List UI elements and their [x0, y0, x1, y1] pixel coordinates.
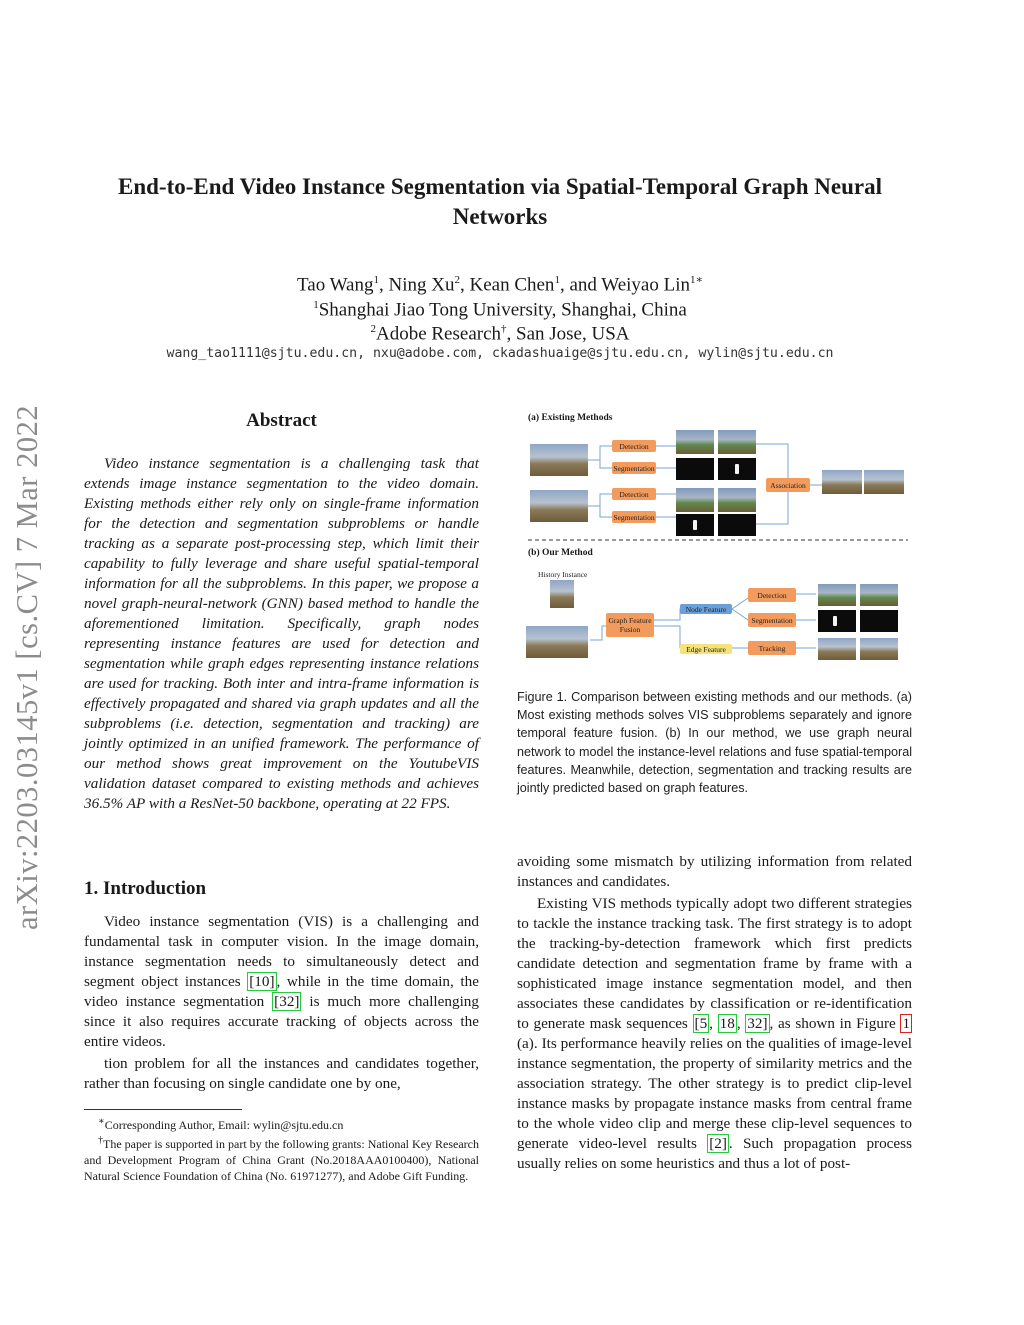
citation-link[interactable]: [2] [709, 1135, 727, 1152]
segmentation-output-image [860, 610, 898, 632]
footnote-mark: † [98, 1135, 104, 1146]
author-name: , and Weiyao Lin [559, 274, 690, 296]
affil-dagger: † [501, 323, 507, 335]
text-run: is much more challenging since it also requires accurate tracking of objects across the entire videos. [84, 993, 479, 1050]
footnote-text: The paper is supported in part by the following grants: National Key Research and Development Program of China Grant (No.2018AAA0100400), National Natural Science Foundation of China (No. 61971277), and Adobe Gift Funding. [84, 1137, 479, 1183]
abstract-body [84, 454, 479, 814]
body-paragraph [517, 894, 912, 1174]
figure-reference-link[interactable]: 1 [902, 1015, 911, 1032]
text-run: , while in the time domain, the video instance segmentation [84, 973, 479, 1010]
affil-mark: 1 [313, 299, 319, 311]
tracking-box: Tracking [748, 641, 796, 655]
author-affil-mark: 1∗ [689, 274, 703, 286]
arxiv-identifier: arXiv:2203.03145v1 [cs.CV] 7 Mar 2022 [10, 404, 44, 930]
tracking-output-image [860, 638, 898, 660]
citation-link[interactable]: [10] [249, 973, 275, 990]
history-instance-image [550, 580, 574, 608]
text-run: . Such propagation process usually relies on some heuristics and thus a lot of post- [517, 1135, 912, 1172]
text-run: , [709, 1015, 718, 1032]
segmentation-output-image [818, 610, 856, 632]
author-name: , Ning Xu [379, 274, 455, 296]
paper-title: End-to-End Video Instance Segmentation via Spatial-Temporal Graph Neural Networks [118, 174, 882, 229]
edge-feature-box: Edge Feature [680, 644, 732, 654]
segmentation-box: Segmentation [613, 512, 655, 522]
footnote-rule [84, 1109, 242, 1110]
text-run: (a). Its performance heavily relies on the qualities of image-level instance segmentation, the property of similarity metrics and the association strategy. The other strategy is to predict clip-level instance masks by propagate instance masks from central frame to the whole video clip and merge these clip-level sequences to generate video-level results [517, 1035, 912, 1152]
node-feature-box: Node Feature [680, 604, 732, 614]
abstract-text: Video instance segmentation is a challenging task that extends image instance segmentation to the video domain. Existing methods either rely only on single-frame information for the detection and segmentation subproblems or handle tracking as a separate post-processing step, which limit their capability to fully leverage and share useful spatial-temporal information for all the subproblems. In this paper, we propose a novel graph-neural-network (GNN) based method to handle the aforementioned limitation. Specifically, graph nodes representing instance features are used for detection and segmentation while graph edges representing instance relations are used for tracking. Both inter and intra-frame information is effectively propagated and shared via graph updates and all the subproblems (i.e. detection, segmentation and tracking) are jointly optimized in an unified framework. The performance of our method shows great improvement on the YoutubeVIS validation dataset compared to existing methods and achieves 36.5% AP with a ResNet-50 backbone, operating at 22 FPS. [84, 455, 479, 812]
detection-box: Detection [748, 588, 796, 602]
author-emails: wang_tao1111@sjtu.edu.cn, nxu@adobe.com, ckadashuaige@sjtu.edu.cn, wylin@sjtu.edu.cn [166, 346, 834, 361]
history-instance-label: History Instance [538, 570, 588, 579]
segmentation-box: Segmentation [748, 613, 796, 627]
tracking-output-image [818, 638, 856, 660]
author-affil-mark: 2 [454, 274, 460, 286]
right-column-body [517, 852, 912, 1174]
intro-paragraph: tion problem for all the instances and candidates together, rather than focusing on single candidate one by one, [84, 1055, 479, 1092]
footnote-mark: ∗ [98, 1116, 105, 1127]
footnote-2 [84, 1133, 479, 1184]
abstract-heading: Abstract [246, 410, 317, 431]
affil-text: , San Jose, USA [506, 323, 630, 345]
detection-output-image [860, 584, 898, 606]
current-frame-image [526, 626, 588, 658]
author-name: , Kean Chen [459, 274, 555, 296]
footnote-1 [84, 1114, 479, 1133]
detection-output-image [818, 584, 856, 606]
affiliation-2 [120, 317, 880, 346]
text-run: , as shown in Figure [769, 1015, 901, 1032]
intro-heading: 1. Introduction [84, 878, 207, 899]
citation-link[interactable]: [32] [274, 993, 300, 1010]
citation-link[interactable]: 32] [747, 1015, 768, 1032]
author-name: Tao Wang [297, 274, 374, 296]
text-run: Video instance segmentation (VIS) is a challenging and fundamental task in computer vision. In the image domain, instance segmentation needs to simultaneously detect and segment object instances [84, 913, 479, 990]
detection-box: Detection [612, 488, 656, 500]
figure-caption: Figure 1. Comparison between existing methods and our methods. (a) Most existing methods solves VIS subproblems separately and ignore temporal feature fusion. (b) In our method, we use graph neural network to model the instance-level relations and fuse spatial-temporal features. Meanwhile, detection, segmentation and tracking results are jointly predicted based on graph features. [517, 690, 912, 796]
body-paragraph: avoiding some mismatch by utilizing information from related instances and candidates. [517, 853, 912, 890]
text-run: Existing VIS methods typically adopt two different strategies to tackle the instance tracking task. The first strategy is to adopt the tracking-by-detection framework which first predicts candidate detection and segmentation frame by frame with a sophisticated image instance segmentation model, and then associates these candidates by classification or re-identification to generate mask sequences [517, 895, 912, 1032]
affil-mark: 2 [370, 323, 376, 335]
intro-body [84, 912, 479, 1094]
figure-label-a: (a) Existing Methods [528, 413, 613, 423]
affil-text: Shanghai Jiao Tong University, Shanghai, China [318, 299, 687, 321]
figure-1 [520, 408, 915, 673]
citation-link[interactable]: [5 [694, 1015, 708, 1032]
footnotes [84, 1114, 479, 1184]
segmentation-box: Segmentation [613, 463, 655, 473]
author-affil-mark: 1 [554, 274, 560, 286]
graph-feature-fusion-box: Graph Feature Fusion [606, 613, 654, 637]
intro-paragraph [84, 912, 479, 1052]
affil-text: Adobe Research [375, 323, 502, 345]
text-run: , [736, 1015, 746, 1032]
citation-link[interactable]: 18 [719, 1015, 735, 1032]
association-box: Association [766, 478, 810, 492]
detection-box: Detection [612, 440, 656, 452]
author-affil-mark: 1 [373, 274, 379, 286]
figure-label-b: (b) Our Method [528, 548, 593, 558]
footnote-text: Corresponding Author, Email: wylin@sjtu.edu.cn [104, 1118, 344, 1132]
